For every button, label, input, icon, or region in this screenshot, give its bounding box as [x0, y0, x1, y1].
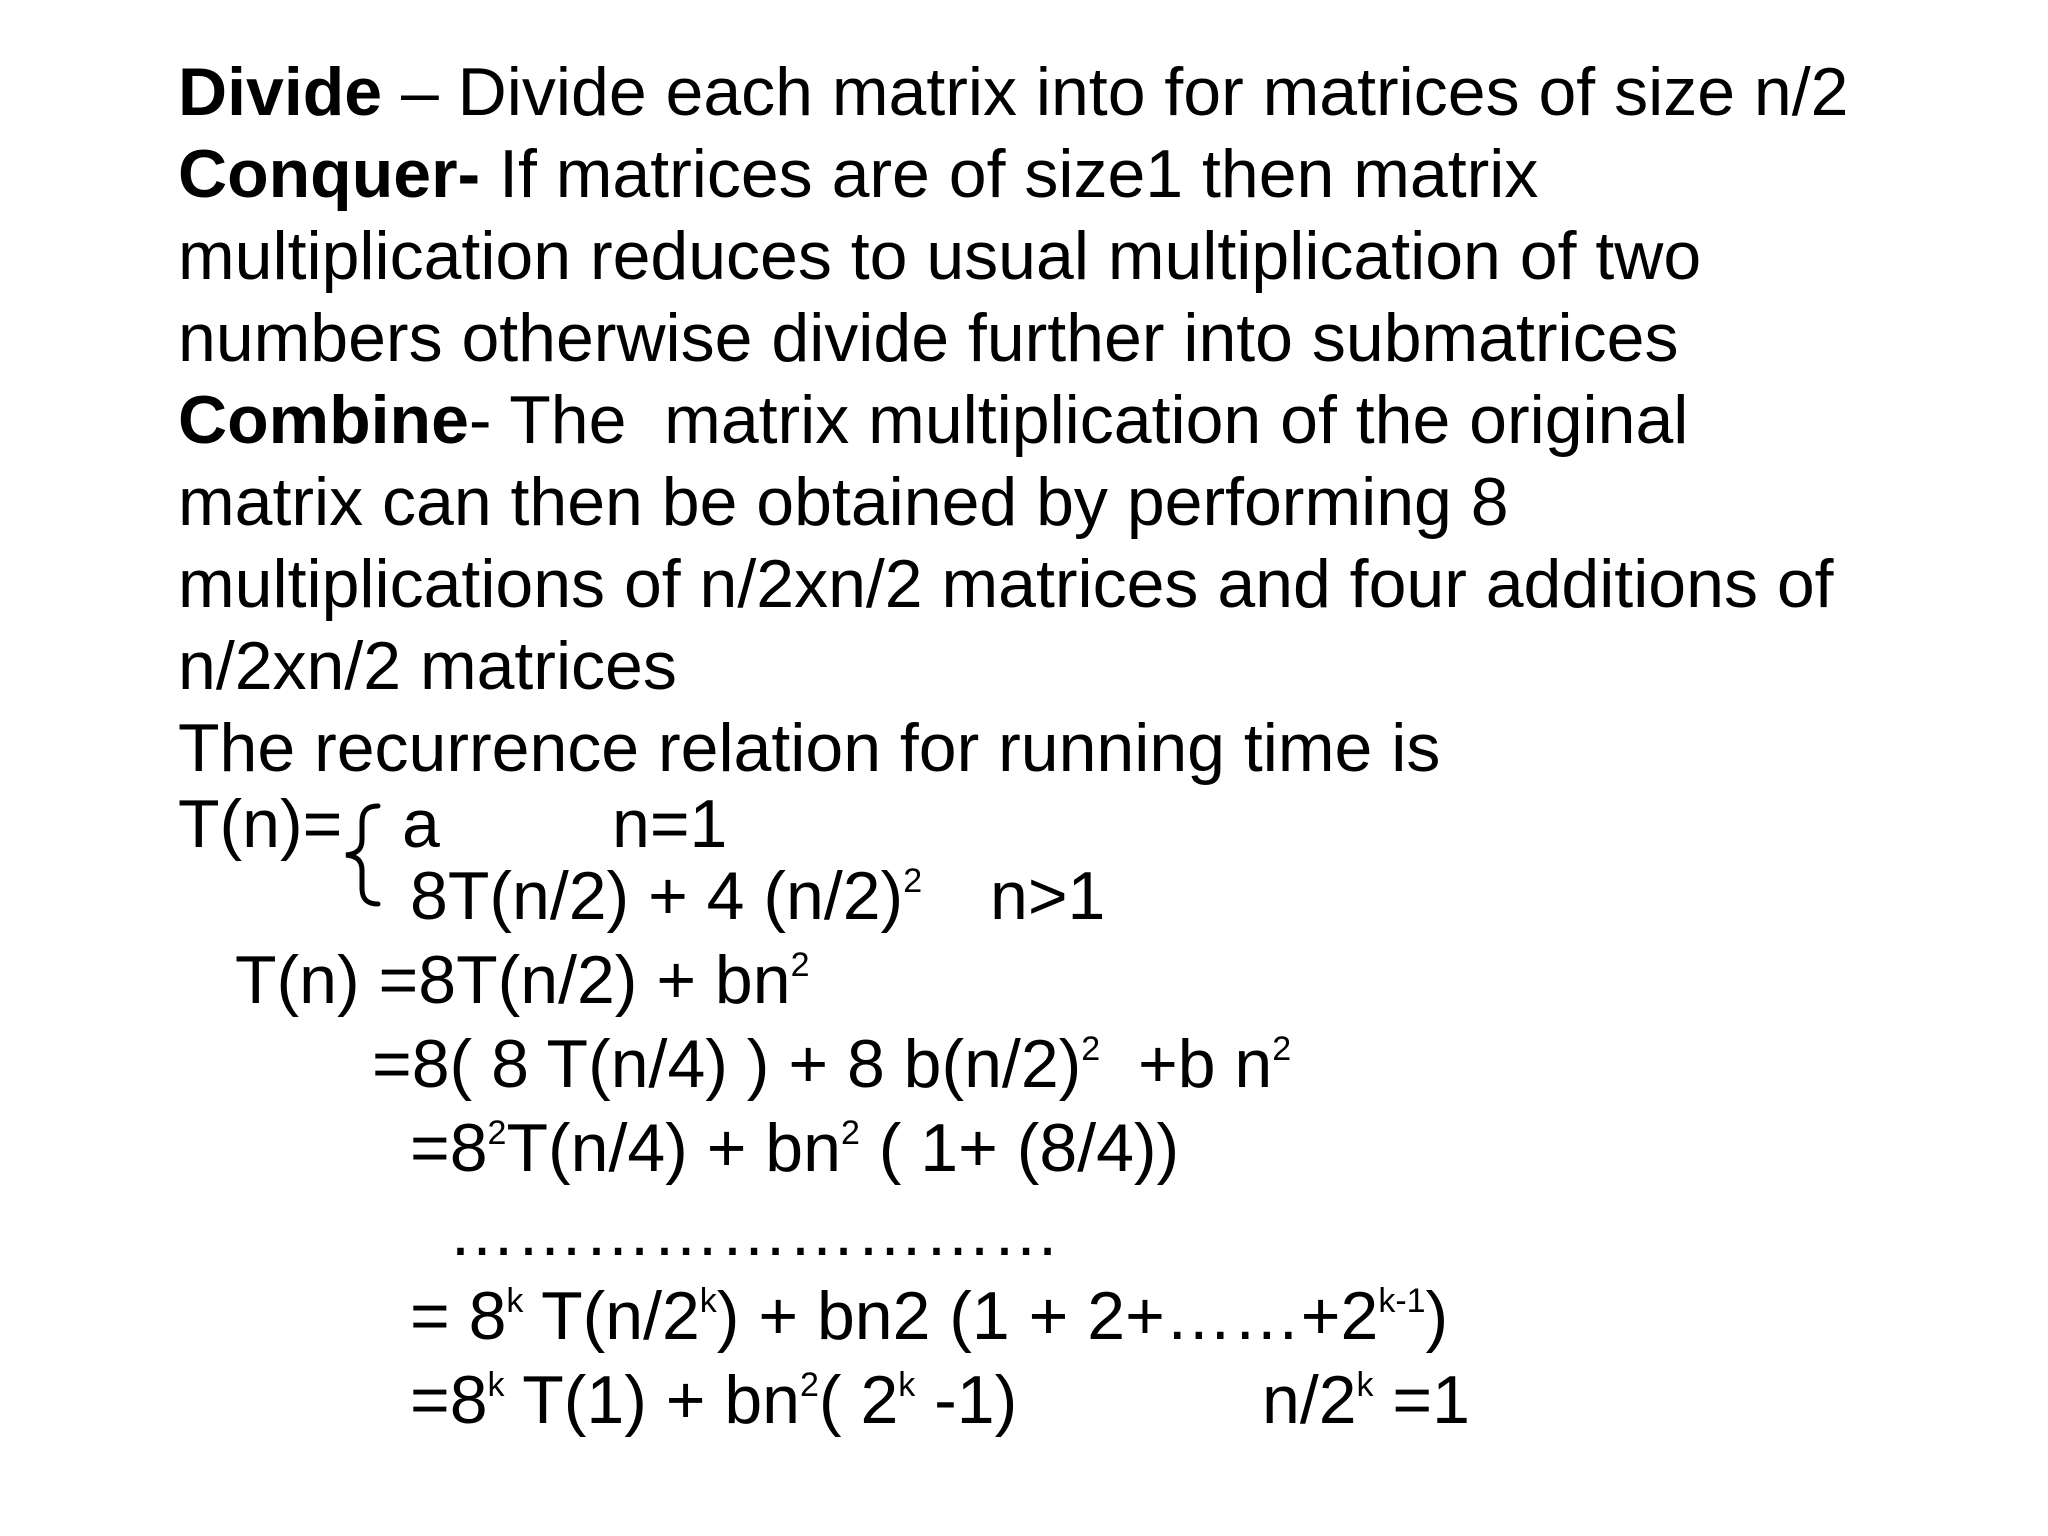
conquer-text-3: numbers otherwise divide further into submatrices: [178, 300, 1679, 376]
combine-text-3: multiplications of n/2xn/2 matrices and four additions of: [178, 546, 1834, 622]
divide-line: [178, 52, 1848, 132]
derivation-step-3-exponent-2: 2: [840, 1114, 860, 1153]
conquer-line-3: [178, 298, 1678, 378]
case2-condition: n>1: [990, 858, 1106, 934]
derivation-step-1-text: T(n) =8T(n/2) + bn: [235, 942, 791, 1018]
derivation-ellipsis: ………………………: [448, 1194, 1060, 1270]
conquer-text: If matrices are of size1 then matrix: [480, 136, 1539, 212]
derivation-step-6-text-c: ( 2: [818, 1362, 899, 1438]
derivation-step-5-exponent-2: k: [699, 1282, 717, 1321]
derivation-step-6-text-d: -1): [915, 1362, 1018, 1438]
derivation-step-6-condition: [1262, 1360, 1470, 1440]
derivation-step-3-text-b: T(n/4) + bn: [506, 1110, 841, 1186]
combine-text-4: n/2xn/2 matrices: [178, 628, 677, 704]
derivation-step-5-text: = 8: [410, 1278, 507, 1354]
case2-value-exponent: 2: [903, 862, 923, 901]
derivation-step-6-exponent-1: k: [487, 1366, 505, 1405]
combine-line-2: [178, 462, 1509, 542]
conquer-text-2: multiplication reduces to usual multiplication of two: [178, 218, 1702, 294]
derivation-step-2-exponent-1: 2: [1081, 1030, 1101, 1069]
derivation-step-5-text-c: ) + bn2 (1 + 2+……+2: [716, 1278, 1379, 1354]
combine-line: [178, 380, 1688, 460]
divide-term: Divide: [178, 54, 383, 130]
divide-text: – Divide each matrix into for matrices of size n/2: [382, 54, 1849, 130]
derivation-step-1-exponent: 2: [790, 946, 810, 985]
derivation-step-3: [410, 1108, 1179, 1188]
derivation-step-5-text-b: T(n/2: [523, 1278, 700, 1354]
derivation-step-6-exponent-3: k: [898, 1366, 916, 1405]
derivation-step-3-text: =8: [410, 1110, 488, 1186]
derivation-step-2: [372, 1024, 1291, 1104]
derivation-step-1: [235, 940, 809, 1020]
derivation-step-6: [410, 1360, 1017, 1440]
case1-value: a: [402, 786, 440, 862]
derivation-step-2-text-b: +b n: [1100, 1026, 1273, 1102]
recurrence-intro-text: The recurrence relation for running time is: [178, 710, 1441, 786]
recurrence-lhs: T(n)=: [178, 786, 343, 862]
derivation-step-6-exponent-2: 2: [799, 1366, 819, 1405]
combine-text-2: matrix can then be obtained by performing 8: [178, 464, 1509, 540]
derivation-step-6-condition-exponent: k: [1356, 1366, 1374, 1405]
derivation-step-6-text-b: T(1) + bn: [504, 1362, 800, 1438]
derivation-step-6-condition-text-b: =1: [1373, 1362, 1470, 1438]
combine-line-3: [178, 544, 1834, 624]
derivation-step-6-text: =8: [410, 1362, 488, 1438]
conquer-line-2: [178, 216, 1701, 296]
recurrence-intro-line: [178, 708, 1440, 788]
conquer-line: [178, 134, 1538, 214]
combine-line-4: [178, 626, 677, 706]
derivation-step-3-text-c: ( 1+ (8/4)): [859, 1110, 1180, 1186]
derivation-step-5: [410, 1276, 1448, 1356]
conquer-term: Conquer-: [178, 136, 481, 212]
derivation-step-5-exponent-3: k-1: [1378, 1282, 1426, 1321]
case1-condition: n=1: [612, 786, 728, 862]
derivation-step-2-text: =8( 8 T(n/4) ) + 8 b(n/2): [372, 1026, 1082, 1102]
case2-value-text: 8T(n/2) + 4 (n/2): [410, 858, 904, 934]
combine-text: - The matrix multiplication of the original: [468, 382, 1689, 458]
left-brace-icon: [338, 800, 388, 910]
derivation-step-3-exponent-1: 2: [487, 1114, 507, 1153]
derivation-step-6-condition-text: n/2: [1262, 1362, 1357, 1438]
derivation-step-5-text-d: ): [1425, 1278, 1449, 1354]
derivation-step-5-exponent-1: k: [506, 1282, 524, 1321]
derivation-step-2-exponent-2: 2: [1272, 1030, 1292, 1069]
case2-value: [410, 856, 922, 936]
combine-term: Combine: [178, 382, 469, 458]
